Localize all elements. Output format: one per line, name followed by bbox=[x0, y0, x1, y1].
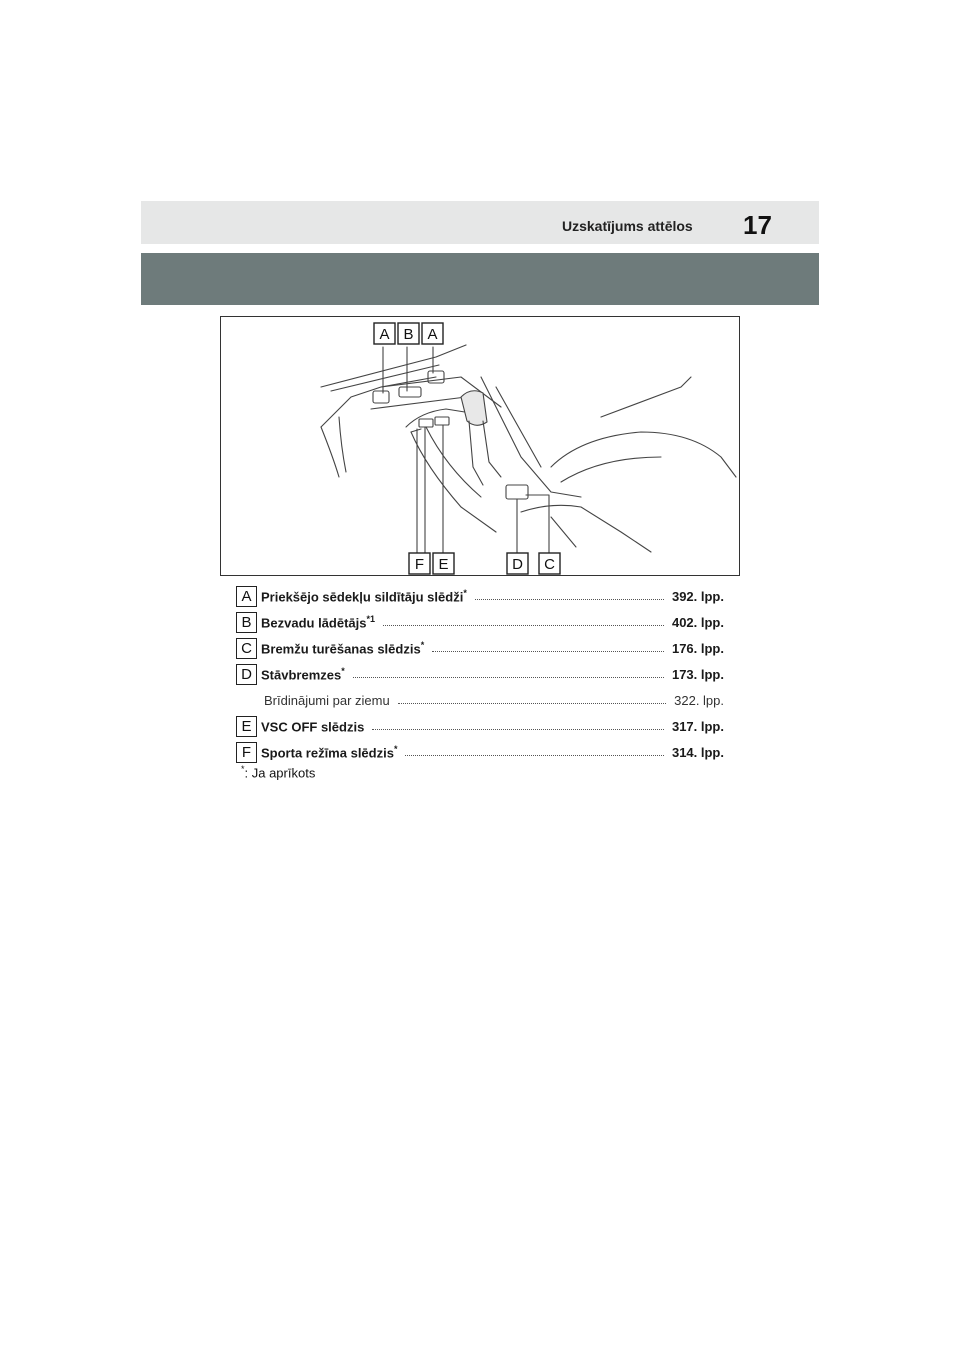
legend-subitem-winter bbox=[236, 687, 724, 713]
legend-list bbox=[236, 583, 724, 765]
footnote-text: : Ja aprīkots bbox=[244, 765, 316, 781]
callout-label-bottom-4: C bbox=[544, 556, 555, 573]
legend-key: E bbox=[236, 716, 257, 737]
legend-key: F bbox=[236, 742, 257, 763]
page-ref[interactable]: 176. lpp. bbox=[671, 640, 724, 656]
section-band bbox=[141, 253, 819, 305]
legend-item-b bbox=[236, 609, 724, 635]
dot-leader bbox=[398, 702, 666, 704]
page-number: 17 bbox=[743, 210, 772, 240]
page-ref[interactable]: 402. lpp. bbox=[671, 614, 724, 630]
dot-leader bbox=[432, 650, 664, 652]
legend-text: Stāvbremzes bbox=[261, 667, 342, 683]
legend-item-c bbox=[236, 635, 724, 661]
legend-subtext: Brīdinājumi par ziemu bbox=[264, 692, 390, 708]
page-ref[interactable]: 392. lpp. bbox=[671, 588, 724, 604]
legend-sup: * bbox=[463, 587, 467, 598]
header-bar bbox=[141, 201, 819, 244]
legend-text: VSC OFF slēdzis bbox=[261, 719, 365, 735]
dot-leader bbox=[383, 624, 664, 626]
legend-text: Sporta režīma slēdzis bbox=[261, 745, 394, 761]
callout-label-bottom-2: E bbox=[438, 556, 449, 573]
page-ref[interactable]: 173. lpp. bbox=[671, 666, 724, 682]
legend-sup: * bbox=[393, 743, 398, 754]
page-ref[interactable]: 322. lpp. bbox=[674, 692, 724, 708]
callout-label-top-2: B bbox=[403, 326, 414, 343]
legend-key: C bbox=[236, 638, 257, 659]
legend-item-e bbox=[236, 713, 724, 739]
callout-label-top-1: A bbox=[379, 326, 390, 343]
legend-sup: * bbox=[420, 639, 425, 650]
legend-key: A bbox=[236, 586, 257, 607]
dot-leader bbox=[372, 728, 664, 730]
console-drawing bbox=[221, 317, 740, 576]
legend-item-f bbox=[236, 739, 724, 765]
legend-item-a bbox=[236, 583, 724, 609]
legend-key: B bbox=[236, 612, 257, 633]
legend-text: Bremžu turēšanas slēdzis bbox=[261, 641, 421, 657]
dot-leader bbox=[353, 676, 664, 678]
dot-leader bbox=[405, 754, 664, 756]
legend-text: Priekšējo sēdekļu sildītāju slēdži bbox=[261, 589, 464, 605]
footnote bbox=[241, 764, 315, 780]
page-ref[interactable]: 314. lpp. bbox=[671, 744, 724, 760]
callout-label-top-3: A bbox=[427, 326, 438, 343]
footnote-sup: * bbox=[241, 764, 245, 774]
callout-label-bottom-3: D bbox=[512, 556, 523, 573]
dot-leader bbox=[475, 598, 664, 600]
legend-sup: * bbox=[341, 665, 345, 676]
legend-sup: *1 bbox=[366, 613, 376, 624]
callout-label-bottom-1: F bbox=[414, 556, 425, 573]
console-illustration bbox=[220, 316, 740, 576]
legend-item-d bbox=[236, 661, 724, 687]
header-title: Uzskatījums attēlos bbox=[562, 218, 693, 234]
page-ref[interactable]: 317. lpp. bbox=[671, 718, 724, 734]
legend-text: Bezvadu lādētājs bbox=[261, 615, 367, 631]
legend-key: D bbox=[236, 664, 257, 685]
